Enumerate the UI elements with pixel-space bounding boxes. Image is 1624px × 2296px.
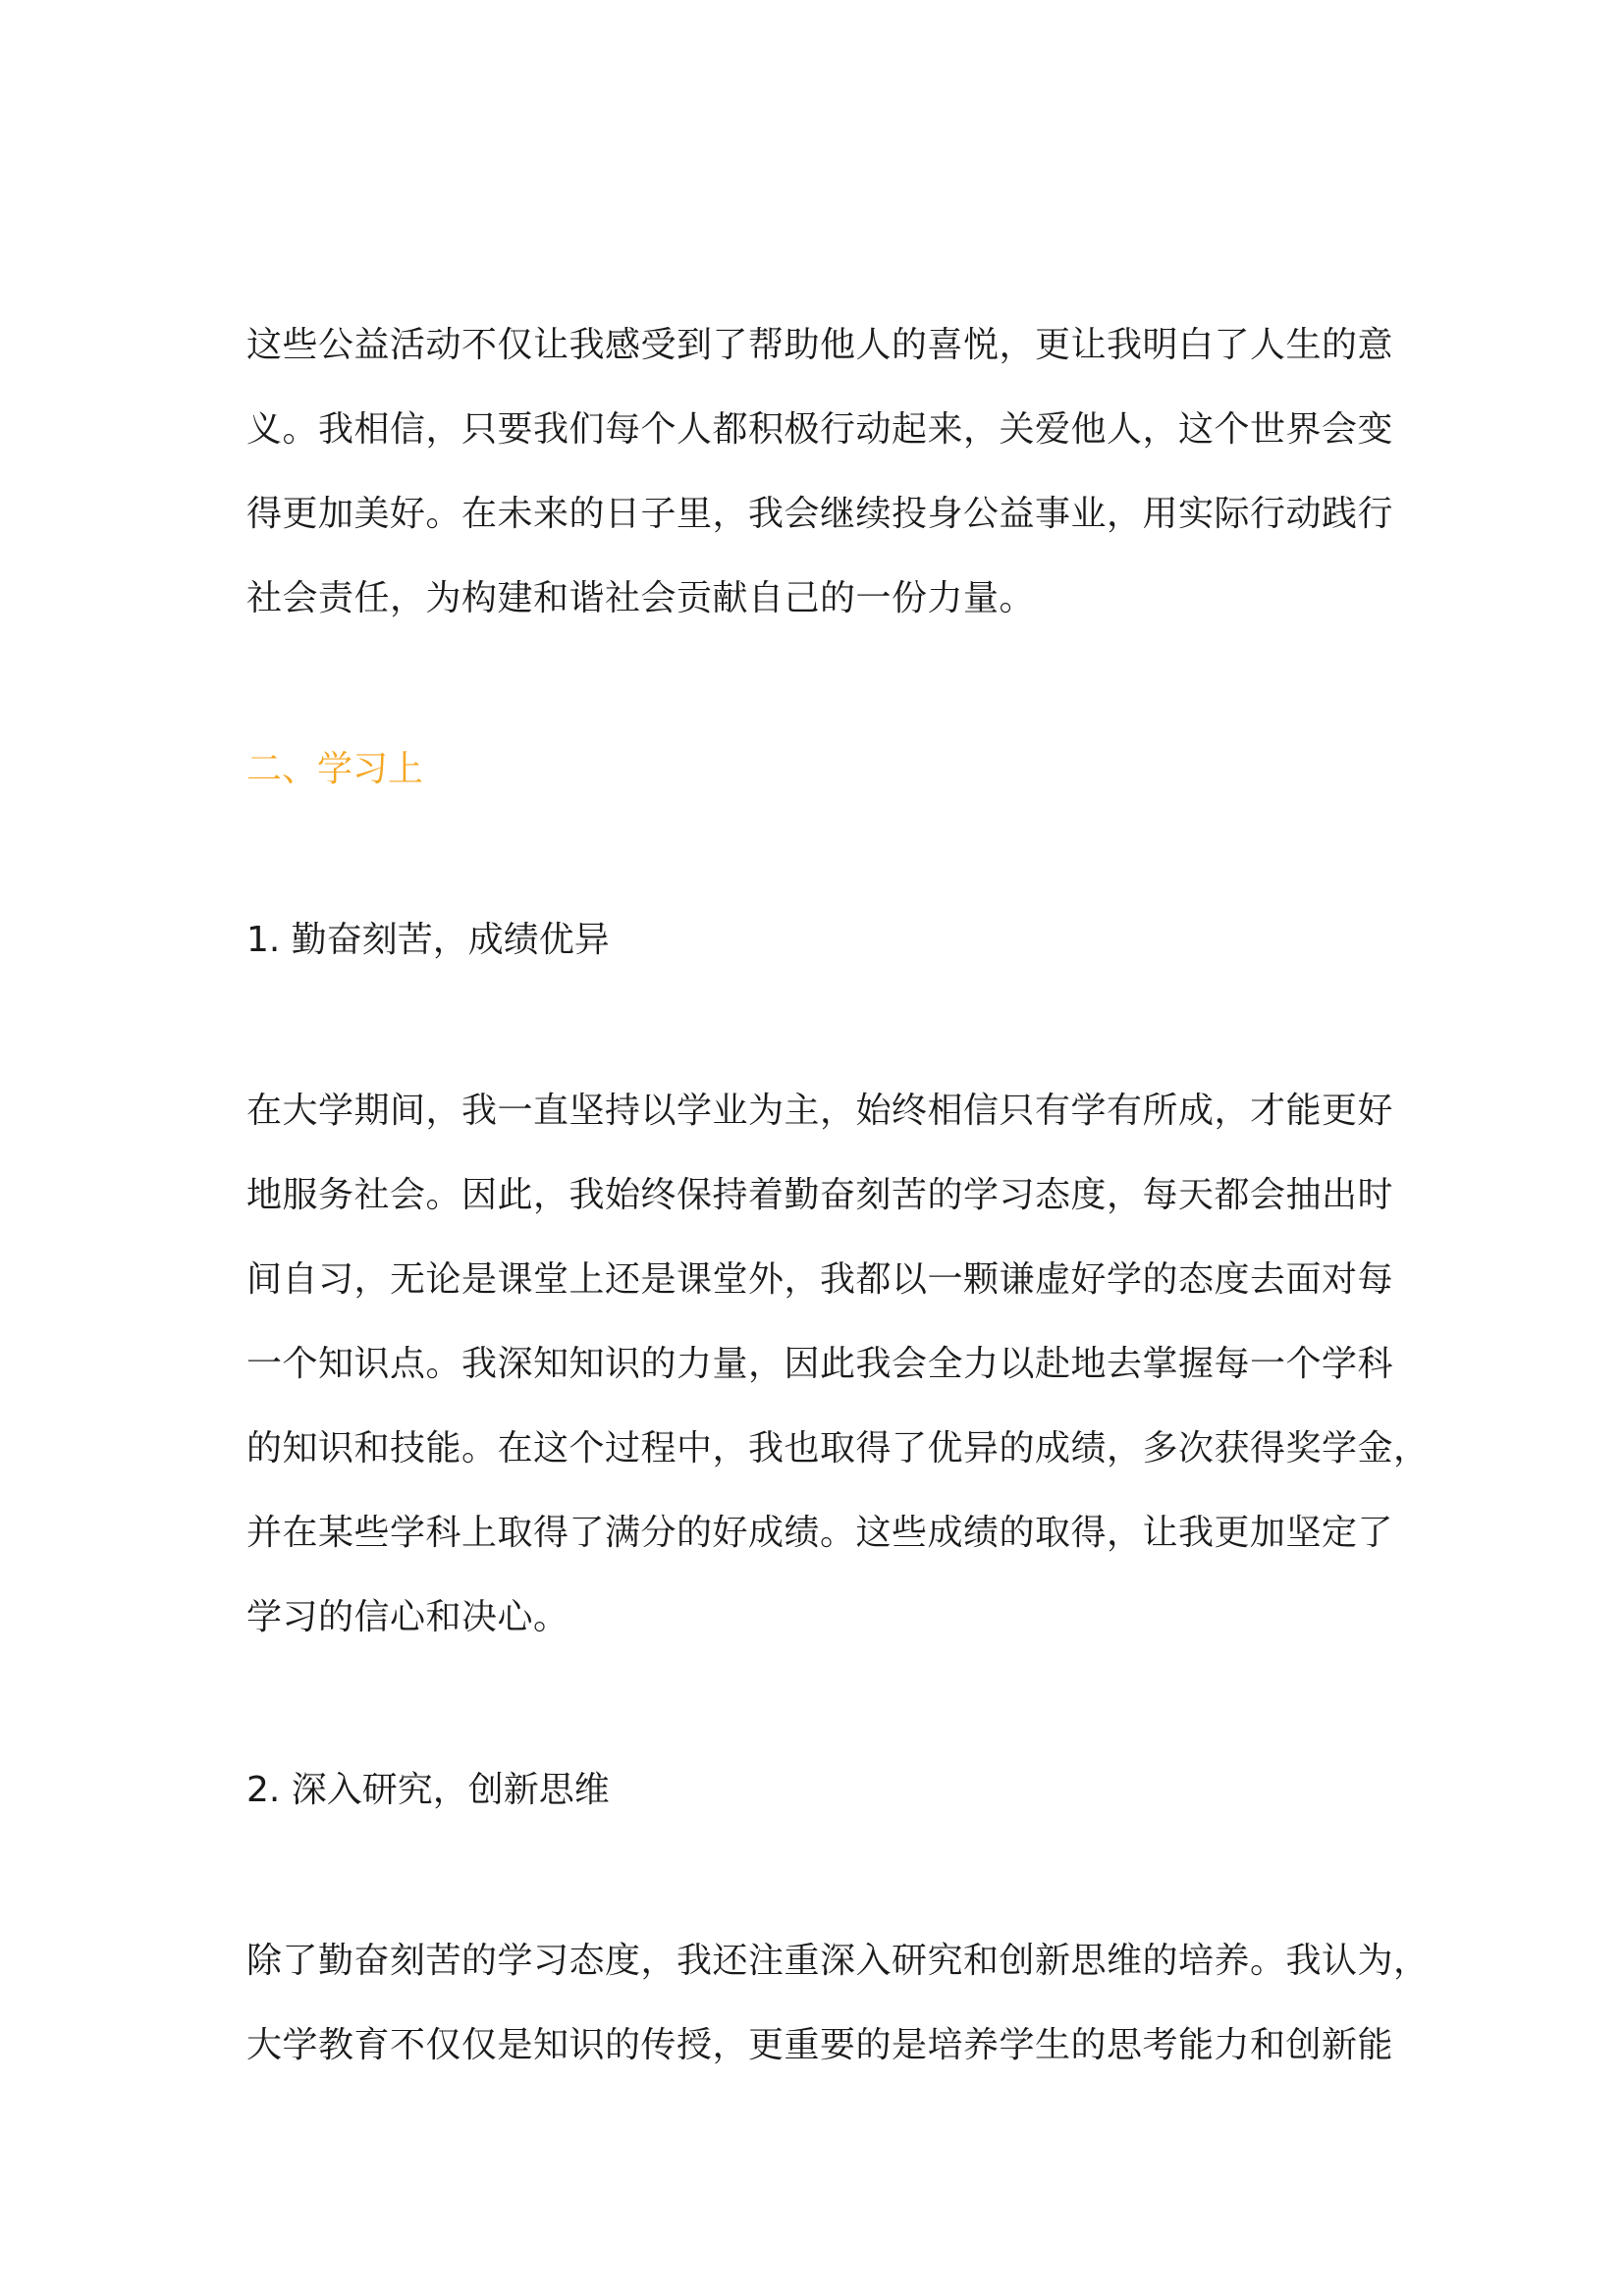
paragraph-line: 地服务社会。因此，我始终保持着勤奋刻苦的学习态度，每天都会抽出时 <box>246 1175 1394 1215</box>
section-heading: 二、学习上 <box>246 749 424 789</box>
paragraph-line: 这些公益活动不仅让我感受到了帮助他人的喜悦，更让我明白了人生的意 <box>246 325 1394 365</box>
paragraph-line: 除了勤奋刻苦的学习态度，我还注重深入研究和创新思维的培养。我认为， <box>246 1941 1430 1981</box>
paragraph-line: 在大学期间，我一直坚持以学业为主，始终相信只有学有所成，才能更好 <box>246 1091 1394 1131</box>
paragraph-line: 得更加美好。在未来的日子里，我会继续投身公益事业，用实际行动践行 <box>246 494 1394 534</box>
paragraph-line: 义。我相信，只要我们每个人都积极行动起来，关爱他人，这个世界会变 <box>246 409 1394 450</box>
paragraph-line: 大学教育不仅仅是知识的传授，更重要的是培养学生的思考能力和创新能 <box>246 2025 1394 2065</box>
paragraph-line: 的知识和技能。在这个过程中，我也取得了优异的成绩，多次获得奖学金， <box>246 1428 1430 1468</box>
paragraph-line: 社会责任，为构建和谐社会贡献自己的一份力量。 <box>246 578 1036 618</box>
paragraph-line: 并在某些学科上取得了满分的好成绩。这些成绩的取得，让我更加坚定了 <box>246 1513 1394 1553</box>
subsection-heading: 2. 深入研究，创新思维 <box>246 1770 610 1810</box>
paragraph-line: 一个知识点。我深知知识的力量，因此我会全力以赴地去掌握每一个学科 <box>246 1344 1394 1384</box>
paragraph-line: 学习的信心和决心。 <box>246 1597 569 1637</box>
paragraph-line: 间自习，无论是课堂上还是课堂外，我都以一颗谦虚好学的态度去面对每 <box>246 1259 1394 1300</box>
subsection-heading: 1. 勤奋刻苦，成绩优异 <box>246 920 610 960</box>
